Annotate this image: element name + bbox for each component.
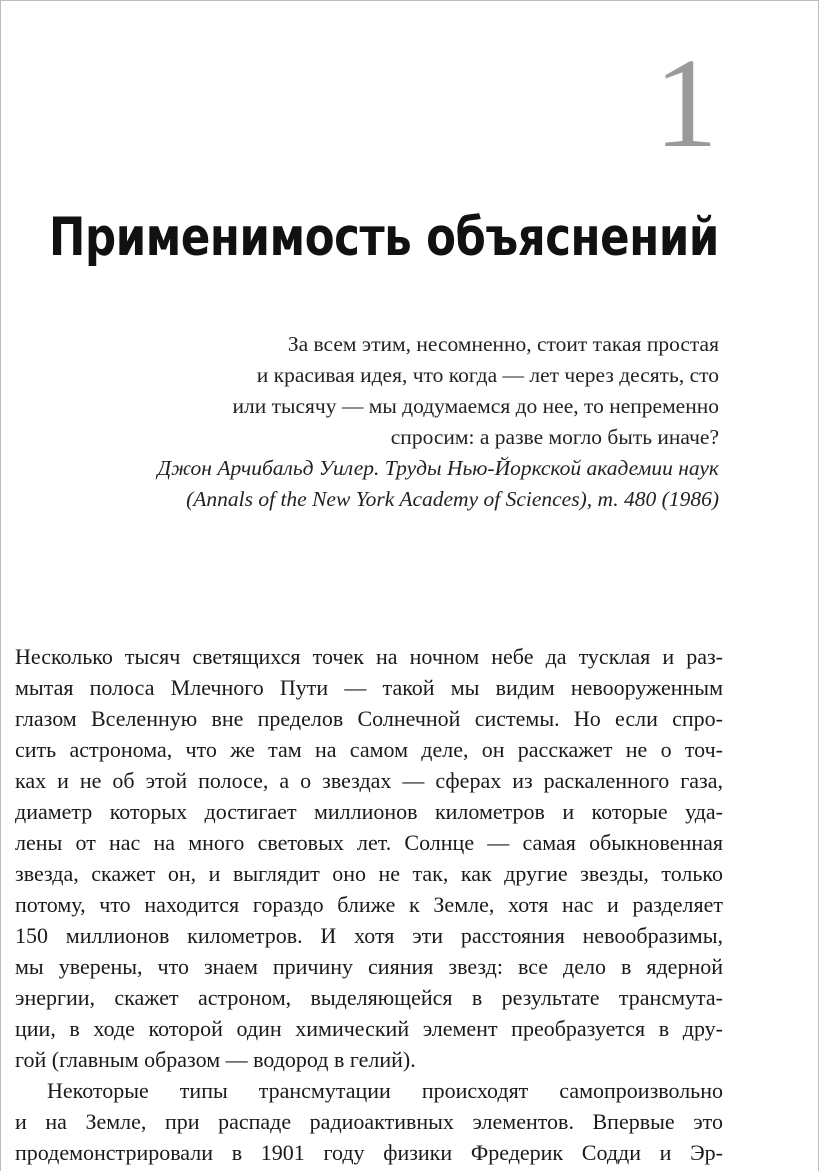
- paragraph-2: [15, 1075, 723, 1168]
- chapter-number: 1: [654, 32, 718, 174]
- epigraph-source-line: Джон Арчибальд Уилер. Труды Нью-Йоркской академии наук: [157, 456, 719, 480]
- epigraph-line: или тысячу — мы додумаемся до нее, то непременно: [232, 394, 719, 418]
- paragraph-1: [15, 641, 723, 1075]
- text-line: звезда, скажет он, и выглядит оно не так, как другие звезды, только: [15, 861, 723, 886]
- text-line: сить астронома, что же там на самом деле, он расскажет не о точ-: [15, 737, 723, 762]
- text-line: Несколько тысяч светящихся точек на ночном небе да тусклая и раз-: [15, 644, 723, 669]
- body-text: [15, 641, 723, 1168]
- text-line: глазом Вселенную вне пределов Солнечной системы. Но если спро-: [15, 706, 723, 731]
- epigraph: [119, 329, 719, 515]
- epigraph-line: и красивая идея, что когда — лет через десять, сто: [256, 363, 719, 387]
- epigraph-line: спросим: а разве могло быть иначе?: [390, 425, 719, 449]
- text-line: ции, в ходе которой один химический элемент преобразуется в дру-: [15, 1016, 723, 1041]
- text-line: 150 миллионов километров. И хотя эти расстояния невообразимы,: [15, 923, 723, 948]
- text-line: ках и не об этой полосе, а о звездах — сферах из раскаленного газа,: [15, 768, 723, 793]
- text-line: энергии, скажет астроном, выделяющейся в результате трансмута-: [15, 985, 723, 1010]
- text-line: мытая полоса Млечного Пути — такой мы видим невооруженным: [15, 675, 723, 700]
- text-line: потому, что находится гораздо ближе к Земле, хотя нас и разделяет: [15, 892, 723, 917]
- text-line: и на Земле, при распаде радиоактивных элементов. Впервые это: [15, 1109, 723, 1134]
- epigraph-line: За всем этим, несомненно, стоит такая простая: [287, 332, 719, 356]
- text-line: мы уверены, что знаем причину сияния звезд: все дело в ядерной: [15, 954, 723, 979]
- epigraph-source-line: (Annals of the New York Academy of Sciences), т. 480 (1986): [186, 487, 719, 511]
- chapter-title: Применимость объяснений: [49, 207, 719, 268]
- text-line: Некоторые типы трансмутации происходят самопроизвольно: [47, 1078, 723, 1103]
- text-line: лены от нас на много световых лет. Солнце — самая обыкновенная: [15, 830, 723, 855]
- text-line: гой (главным образом — водород в гелий).: [15, 1047, 416, 1072]
- text-line: диаметр которых достигает миллионов километров и которые уда-: [15, 799, 723, 824]
- text-line: продемонстрировали в 1901 году физики Фредерик Содди и Эр-: [15, 1140, 723, 1165]
